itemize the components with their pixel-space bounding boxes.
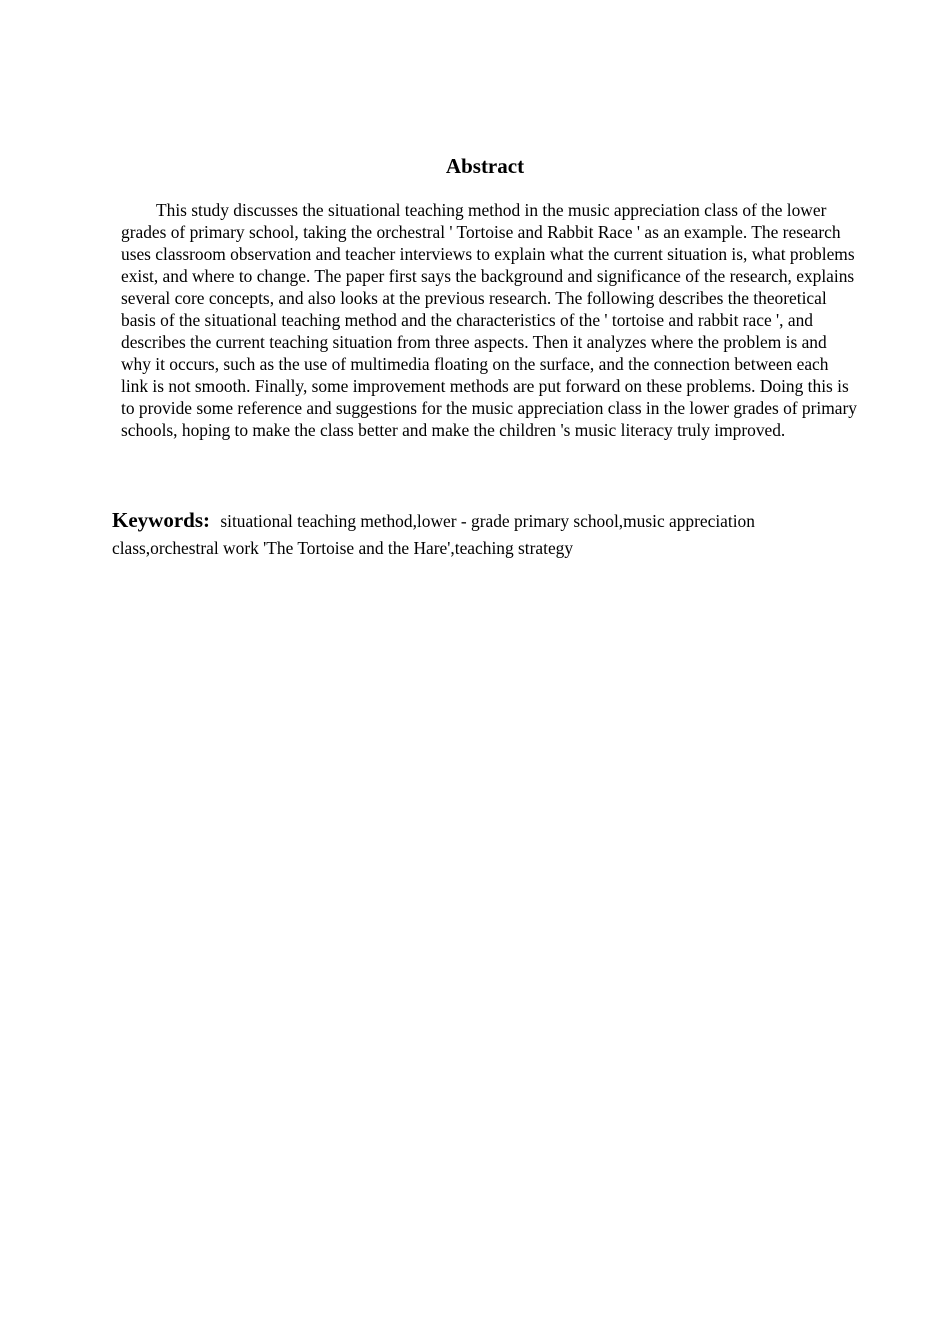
- abstract-heading: Abstract: [445, 154, 525, 178]
- keywords-line: [112, 507, 832, 562]
- keywords-label: Keywords:: [112, 508, 210, 532]
- abstract-paragraph: This study discusses the situational teaching method in the music appreciation class of the lower grades of primary school, taking the orchestral ' Tortoise and Rabbit Race ' as an example. The research uses classroom observation and teacher interviews to explain what the current situation is, what problems exist, and where to change. The paper first says the background and significance of the research, explains several core concepts, and also looks at the previous research. The following describes the theoretical basis of the situational teaching method and the characteristics of the ' tortoise and rabbit race ', and describes the current teaching situation from three aspects. Then it analyzes where the problem is and why it occurs, such as the use of multimedia floating on the surface, and the connection between each link is not smooth. Finally, some improvement methods are put forward on these problems. Doing this is to provide some reference and suggestions for the music appreciation class in the lower grades of primary schools, hoping to make the class better and make the children 's music literacy truly improved.: [121, 200, 857, 440]
- keywords-text: situational teaching method,lower - grade primary school,music appreciation class,orchestral work 'The Tortoise and the Hare',teaching strategy: [112, 511, 755, 558]
